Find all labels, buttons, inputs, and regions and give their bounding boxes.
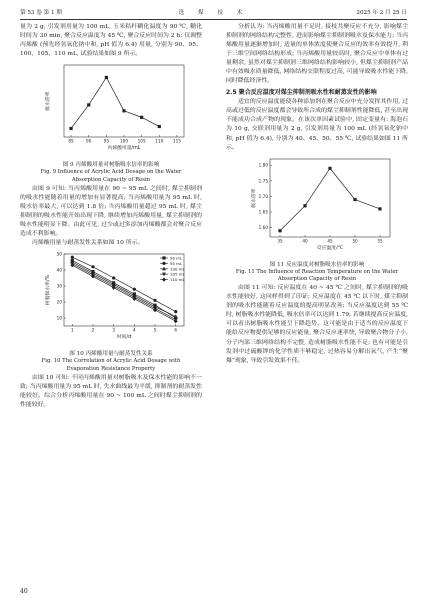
series-line (280, 168, 380, 230)
x-tick-label: 110 (155, 138, 164, 144)
data-point (303, 204, 306, 207)
left-column (20, 23, 202, 410)
y-axis-label: 树脂保水率/% (46, 275, 51, 306)
data-point (140, 116, 143, 119)
fig10-caption-cn: 图 10 丙烯酸用量与耐蒸发性关系 (69, 351, 153, 358)
fig10-caption-en: Fig. 10 The Correlation of Acrylic Acid Dosage with Evaporation Resistance Property (41, 358, 181, 372)
data-point (70, 263, 74, 267)
x-tick-label: 105 (137, 138, 146, 144)
data-point (174, 315, 178, 319)
data-point (378, 207, 381, 210)
x-tick-label: 50 (352, 238, 358, 244)
y-tick-label: 1.75 (258, 177, 268, 183)
journal-volume: 第 53 卷 第 1 期 (20, 10, 62, 16)
paragraph: 丙烯酸用量与耐蒸发性关系如图 10 所示。 (32, 240, 144, 247)
x-tick-label: 6 (174, 327, 178, 333)
data-point (112, 286, 116, 290)
data-point (122, 109, 125, 112)
data-point (112, 277, 115, 280)
x-tick-label: 4 (133, 327, 136, 333)
x-tick-label: 35 (277, 238, 283, 244)
x-tick-label: 115 (172, 138, 181, 144)
data-point (174, 319, 178, 323)
series-line (72, 264, 175, 320)
x-tick-label: 1 (70, 327, 74, 333)
y-tick-label: 30 (56, 283, 62, 289)
journal-date: 2025 年 2 月 25 日 (356, 10, 407, 16)
figure-10 (20, 248, 202, 374)
x-tick-label: 85 (68, 138, 74, 144)
data-point (353, 198, 356, 201)
fig10-chart (20, 248, 202, 344)
legend-marker (162, 257, 165, 260)
data-point (328, 166, 331, 169)
x-tick-label: 3 (112, 327, 115, 333)
data-point (158, 125, 161, 128)
data-point (132, 297, 136, 301)
data-point (153, 308, 157, 312)
x-tick-label: 40 (302, 238, 308, 244)
paragraph: 由图 11 可知: 反应温度在 40 ~ 45 ℃ 之间时, 煤尘抑制剂的吸水性能较好, 这同样得到了印证; 反应温度在 45 ℃ 以下时, 煤尘抑制剂的吸水性能随着反应温度的提高明显改善; 当反应温度达到 55 ℃ 时, 树脂吸水性能降低, 吸水倍率可以达到 1.79; 若继续提高反应温度, 可以看出树脂吸水性能呈下降趋势。这可能是由于适当的反应温度下能给反应物提供足够的反应能量, 聚合反应速率快, 导致聚合物分子小, 分子内部三维网络结构不完整, 造成树脂吸水性能不足; 也有可能是引发剂中过硫酸钾的化学性质不够稳定, 过热容易分解出氧气, 产生“聚爆”现象, 导致引发效果不佳。 (226, 285, 408, 364)
plot-frame (64, 65, 184, 137)
data-point (133, 288, 136, 291)
page-number: 40 (20, 588, 28, 595)
legend-label: 105 mL (170, 271, 185, 277)
figure-11 (226, 153, 408, 285)
legend-marker (162, 278, 166, 282)
y-tick-label: 20 (56, 299, 62, 305)
data-point (71, 256, 74, 259)
x-tick-label: 5 (153, 327, 157, 333)
data-point (69, 127, 72, 130)
series-line (72, 265, 175, 321)
legend-label: 100 mL (170, 266, 185, 272)
journal-title: 选 煤 技 术 (178, 10, 249, 16)
x-axis-label: 反应温度/℃ (316, 245, 344, 251)
fig9-caption-cn: 图 9 丙烯酸用量对树脂吸水倍率的影响 (62, 162, 160, 169)
data-point (278, 229, 281, 232)
plot-frame (270, 159, 390, 237)
y-axis-label: 吸水倍率 (46, 91, 51, 111)
y-axis-label: 吸水倍率 (252, 188, 257, 208)
data-point (153, 299, 156, 302)
y-tick-label: 40 (56, 267, 62, 273)
data-point (91, 274, 95, 278)
fig9-caption-en: Fig. 9 Influence of Acrylic Acid Dosage on the Water Absorption Capacity of Resin (40, 169, 182, 184)
x-tick-label: 95 (103, 138, 110, 144)
x-tick-label: 55 (377, 238, 383, 244)
x-tick-label: 100 (120, 138, 128, 144)
running-header (20, 8, 407, 18)
x-axis-label: 时间/d (116, 335, 132, 341)
paragraph: 由图 9 可知: 当丙烯酸用量在 90 ~ 95 mL 之间时, 煤尘抑制剂的吸水性能随着用量的增加有显著提高; 当丙烯酸用量为 95 mL 时, 吸水倍率最大, 可以达到 1.8 倍; 当丙烯酸用量超过 95 mL 时, 煤尘抑制剂的吸水性能开始出现下降, 继续增加丙烯酸用量, 煤尘抑制剂的吸水性能明显下降。由此可见, 过少或过多添加丙烯酸都会对聚合反应造成不利影响。 (20, 185, 202, 238)
right-column (226, 23, 408, 366)
x-tick-label: 90 (86, 138, 92, 144)
data-point (91, 265, 94, 268)
paragraph: 量为 2 g, 引发剂用量为 100 mL, 玉米秸秆糊化温度为 90 ℃, 糊化时间为 30 min, 聚合反应温度为 45 ℃, 聚合反应时间为 2 h; 仅调整丙烯酸 (预先经氢氧化钠中和, pH 值为 6.4) 用量, 分别为 90、95、100、105、110 mL, 试验结果如图 9 所示。 (20, 24, 202, 58)
y-tick-label: 1.65 (258, 209, 268, 215)
series-line (72, 257, 175, 311)
legend-marker (162, 262, 165, 265)
y-tick-label: 1.70 (258, 193, 268, 199)
section-heading: 2.5 聚合反应温度对煤尘抑制剂吸水性和耐蒸发性的影响 (226, 89, 377, 97)
y-tick-label: 1.60 (258, 224, 268, 230)
legend-label: 95 mL (170, 261, 183, 267)
fig9-chart (20, 59, 202, 155)
fig11-caption-cn: 图 11 反应温度对树脂吸水倍率的影响 (269, 261, 365, 268)
legend-label: 110 mL (170, 277, 185, 283)
data-point (87, 104, 90, 107)
x-tick-label: 2 (91, 327, 95, 333)
paragraph: 适宜的反应温度能使各种添加剂在聚合反应中充分发挥其作用, 过高或过低的反应温度都会导致所合成的煤尘抑制剂性能降低, 甚至出现不能成功合成产物的现象。在该次单因素试验中, 固定变量有: 海泡石为 10 g, 交联剂用量为 2 g, 引发剂用量为 100 mL (经氢氧化钠中和, pH 值为 6.4), 分别为 40、45、50、55 ℃, 试验结果如图 11 所示。 (226, 99, 408, 151)
x-tick-label: 45 (327, 238, 333, 244)
paragraph: 由图 10 可知: 不同丙烯酸用量对树脂吸水及保水性能的影响不一致; 当丙烯酸用量为 95 mL 时, 失水曲线最为平缓, 抑制剂的耐蒸发性能较好。综合分析丙烯酸用量在 90 ~ 100 mL 之间时煤尘抑制剂的性能较好。 (20, 374, 202, 408)
paragraph: 分析认为: 当丙烯酸用量不足时, 接枝共聚反应不充分, 影响煤尘抑制剂的网络结构完整性, 进而影响煤尘抑制剂吸水及保水能力; 当丙烯酸用量逐渐增加时, 适量的单体浓度使聚合反应的效率有效提升, 利于三维空间网络结构形成; 当丙烯酸用量较高时, 聚合反应中单体有过量剩余, 虽然对煤尘抑制剂三维网络结构影响较小, 但煤尘抑制剂产品中有效吸水质量降低, 网络结构交联程度过高, 可能导致吸水性能下降, 同时降低经济性。 (226, 24, 408, 85)
header-rule (20, 19, 407, 20)
series-line (71, 78, 159, 129)
data-point (174, 310, 177, 313)
y-tick-label: 1.80 (258, 162, 268, 168)
fig11-caption-en: Fig. 11 The Influence of Reaction Temperature on the Water Absorption Capacity of Resin (235, 268, 399, 283)
y-tick-label: 50 (56, 251, 62, 257)
x-axis-label: 丙烯酸用量/mL (107, 146, 141, 152)
fig11-chart (226, 153, 408, 255)
legend-label: 90 mL (170, 255, 183, 261)
figure-9 (20, 59, 202, 185)
y-tick-label: 10 (56, 315, 62, 321)
data-point (105, 76, 108, 79)
